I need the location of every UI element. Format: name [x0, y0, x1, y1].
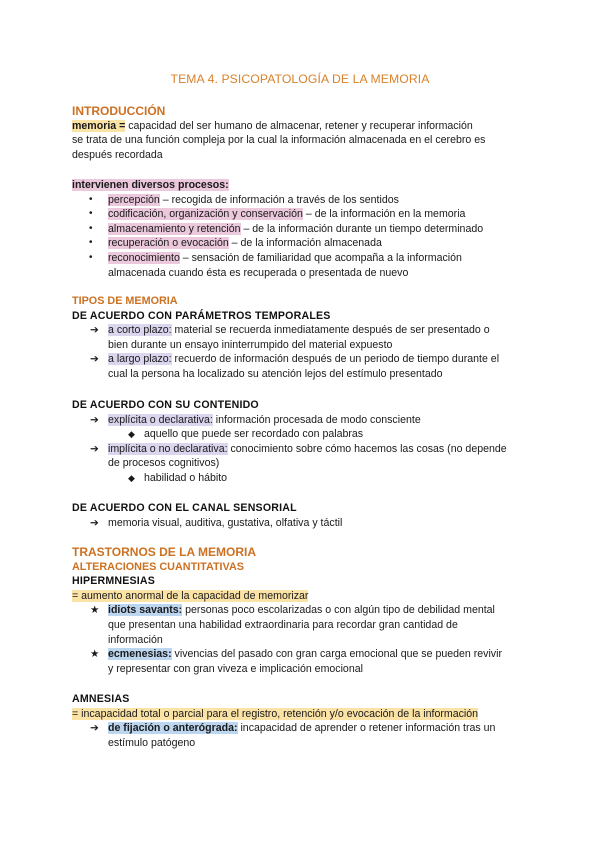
- hiper-term: ecmenesias:: [108, 648, 172, 661]
- canal-desc: memoria visual, auditiva, gustativa, olfativa y táctil: [108, 516, 343, 529]
- list-item: [72, 236, 542, 251]
- tipos-heading: TIPOS DE MEMORIA: [72, 295, 178, 307]
- list-item: [72, 471, 542, 486]
- procesos-list: [72, 193, 542, 281]
- arrow-icon: ➔: [90, 353, 99, 366]
- hiper-desc-cont: y representar con gran viveza e implicación emocional: [108, 662, 363, 675]
- arrow-icon: ➔: [90, 722, 99, 735]
- list-item: [72, 251, 542, 280]
- list-item: [72, 603, 542, 647]
- amnesias-definition: = incapacidad total o parcial para el registro, retención y/o evocación de la información: [72, 707, 479, 720]
- tipo-desc: material se recuerda inmediatamente después de ser presentado o: [171, 324, 490, 337]
- amnesias-section: [72, 692, 542, 750]
- tipo-term: explícita o declarativa:: [108, 413, 213, 426]
- tipos-section: [72, 294, 542, 382]
- tipo-desc-cont: de procesos cognitivos): [108, 457, 220, 470]
- list-item: [72, 207, 542, 222]
- proceso-term: almacenamiento y retención: [108, 222, 241, 235]
- sub-desc: aquello que puede ser recordado con palabras: [144, 428, 364, 441]
- proceso-term: recuperación o evocación: [108, 237, 229, 250]
- arrow-icon: ➔: [90, 413, 99, 426]
- amnesia-term: de fijación o anterógrada:: [108, 722, 238, 735]
- star-icon: ★: [90, 648, 100, 661]
- tipo-desc: información procesada de modo consciente: [212, 413, 421, 426]
- list-item: [72, 413, 542, 428]
- diamond-icon: ◆: [128, 429, 135, 440]
- list-item: [72, 442, 542, 471]
- contenido-section: [72, 398, 542, 486]
- procesos-heading: intervienen diversos procesos:: [72, 179, 229, 191]
- hipermnesias-heading: HIPERMNESIAS: [72, 575, 156, 588]
- amnesias-heading: AMNESIAS: [72, 693, 130, 705]
- contenido-heading: DE ACUERDO CON SU CONTENIDO: [72, 399, 259, 411]
- tipo-desc-cont: cual la persona ha localizado su atención lejos del estímulo presentado: [108, 367, 443, 380]
- hiper-desc: vivencias del pasado con gran carga emocional que se pueden revivir: [171, 648, 502, 661]
- diamond-icon: ◆: [128, 472, 135, 483]
- list-item: [72, 516, 542, 531]
- star-icon: ★: [90, 604, 100, 617]
- alteraciones-heading: ALTERACIONES CUANTITATIVAS: [72, 560, 244, 573]
- memory-definition-text: capacidad del ser humano de almacenar, retener y recuperar información: [125, 119, 473, 132]
- proceso-term: percepción: [108, 193, 160, 206]
- list-item: [72, 721, 542, 750]
- proceso-desc-cont: almacenada cuando ésta es recuperada o presentada de nuevo: [108, 266, 409, 279]
- intro-section: [72, 104, 542, 162]
- proceso-desc: – de la información durante un tiempo determinado: [240, 222, 484, 235]
- bullet-icon: •: [89, 237, 93, 249]
- amnesia-desc-cont: estímulo patógeno: [108, 736, 196, 749]
- memory-term: memoria =: [72, 119, 126, 132]
- amnesia-desc: incapacidad de aprender o retener información tras un: [237, 722, 496, 735]
- hiper-term: idiots savants:: [108, 604, 183, 617]
- canal-heading: DE ACUERDO CON EL CANAL SENSORIAL: [72, 502, 297, 514]
- list-item: [72, 193, 542, 208]
- sub-desc: habilidad o hábito: [144, 471, 228, 484]
- memory-definition: [72, 119, 542, 134]
- bullet-icon: •: [89, 193, 93, 205]
- canal-section: [72, 501, 542, 530]
- hiper-desc-cont: que presentan una habilidad extraordinaria para recordar gran cantidad de: [108, 618, 458, 631]
- proceso-desc: – recogida de información a través de los sentidos: [159, 193, 399, 206]
- intro-line: después recordada: [72, 148, 163, 161]
- arrow-icon: ➔: [90, 324, 99, 337]
- bullet-icon: •: [89, 251, 93, 263]
- list-item: [72, 222, 542, 237]
- list-item: [72, 352, 542, 381]
- tipo-desc: conocimiento sobre cómo hacemos las cosas (no depende: [227, 442, 507, 455]
- proceso-desc: – de la información almacenada: [228, 237, 382, 250]
- list-item: [72, 647, 542, 676]
- hiper-desc-cont: información: [108, 633, 163, 646]
- trastornos-section: [72, 545, 542, 676]
- arrow-icon: ➔: [90, 516, 99, 529]
- document-title: TEMA 4. PSICOPATOLOGÍA DE LA MEMORIA: [170, 72, 430, 86]
- intro-heading: INTRODUCCIÓN: [72, 104, 166, 118]
- intro-line: se trata de una función compleja por la cual la información almacenada en el cerebro es: [72, 134, 486, 147]
- proceso-desc: – sensación de familiaridad que acompaña a la información: [179, 251, 462, 264]
- proceso-term: codificación, organización y conservación: [108, 208, 303, 221]
- bullet-icon: •: [89, 222, 93, 234]
- arrow-icon: ➔: [90, 442, 99, 455]
- tipo-term: implícita o no declarativa:: [108, 442, 228, 455]
- bullet-icon: •: [89, 208, 93, 220]
- list-item: [72, 323, 542, 352]
- temporal-heading: DE ACUERDO CON PARÁMETROS TEMPORALES: [72, 309, 331, 322]
- tipo-desc-cont: bien durante un ensayo ininterrumpido del material expuesto: [108, 338, 393, 351]
- list-item: [72, 427, 542, 442]
- proceso-desc: – de la información en la memoria: [302, 208, 466, 221]
- tipo-term: a largo plazo:: [108, 353, 172, 366]
- procesos-section: [72, 178, 542, 280]
- hipermnesias-definition: = aumento anormal de la capacidad de memorizar: [72, 589, 309, 602]
- hiper-desc: personas poco escolarizadas o con algún tipo de debilidad mental: [182, 604, 495, 617]
- tipo-desc: recuerdo de información después de un periodo de tiempo durante el: [171, 353, 500, 366]
- proceso-term: reconocimiento: [108, 251, 180, 264]
- tipo-term: a corto plazo:: [108, 324, 172, 337]
- trastornos-heading: TRASTORNOS DE LA MEMORIA: [72, 545, 257, 559]
